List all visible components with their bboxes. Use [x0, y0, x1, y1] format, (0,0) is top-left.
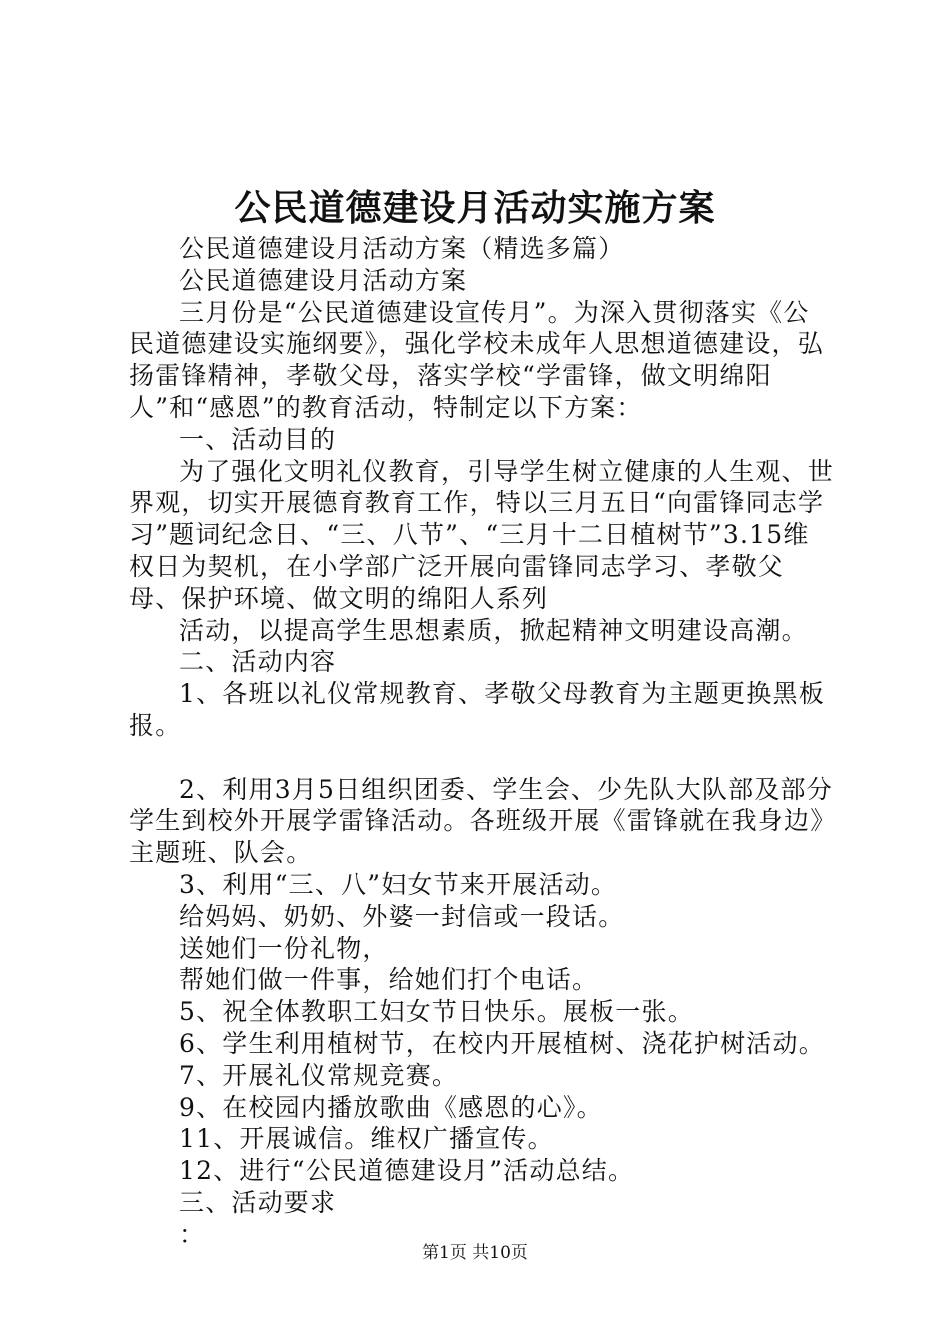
body-paragraph: 送她们一份礼物，	[179, 933, 389, 963]
body-paragraph: 11、开展诚信。维权广播宣传。	[179, 1124, 554, 1154]
body-paragraph: 公民道德建设月活动方案（精选多篇）	[179, 234, 625, 263]
body-paragraph: 一、活动目的	[179, 424, 337, 454]
body-paragraph	[129, 742, 834, 774]
body-paragraph: 5、祝全体教职工妇女节日快乐。展板一张。	[179, 997, 694, 1027]
document-title: 公民道德建设月活动实施方案	[234, 187, 716, 229]
body-paragraph: 9、在校园内播放歌曲《感恩的心》。	[179, 1092, 603, 1122]
body-paragraph: 三、活动要求	[179, 1187, 337, 1217]
body-paragraph: ：	[179, 1219, 206, 1249]
body-paragraph: 帮她们做一件事，给她们打个电话。	[179, 965, 599, 995]
body-paragraph: 3、利用“三、八”妇女节来开展活动。	[179, 869, 618, 899]
body-paragraph: 1、各班以礼仪常规教育、孝敬父母教育为主题更换黑板报。	[129, 679, 825, 740]
document-body	[129, 233, 834, 1251]
body-paragraph: 三月份是“公民道德建设宣传月”。为深入贯彻落实《公民道德建设实施纲要》，强化学校未成年人思想道德建设，弘扬雷锋精神，孝敬父母，落实学校“学雷锋，做文明绵阳人”和“感恩”的教育活动，特制定以下方案：	[129, 297, 824, 422]
page-footer: 第1页 共10页	[422, 1243, 528, 1263]
body-paragraph: 12、进行“公民道德建设月”活动总结。	[179, 1156, 635, 1186]
body-paragraph: 给妈妈、奶奶、外婆一封信或一段话。	[179, 901, 625, 931]
body-paragraph: 为了强化文明礼仪教育，引导学生树立健康的人生观、世界观，切实开展德育教育工作，特以三月五日“向雷锋同志学习”题词纪念日、“三、八节”、“三月十二日植树节”3.15维权日为契机，在小学部广泛开展向雷锋同志学习、孝敬父母、保护环境、做文明的绵阳人系列	[129, 456, 835, 613]
body-paragraph: 7、开展礼仪常规竞赛。	[179, 1060, 459, 1090]
body-paragraph: 2、利用3月5日组织团委、学生会、少先队大队部及部分学生到校外开展学雷锋活动。各班级开展《雷锋就在我身边》主题班、队会。	[129, 774, 833, 868]
body-paragraph: 6、学生利用植树节，在校内开展植树、浇花护树活动。	[179, 1028, 825, 1058]
body-paragraph: 活动，以提高学生思想素质，掀起精神文明建设高潮。	[179, 615, 808, 645]
body-paragraph: 公民道德建设月活动方案	[179, 265, 468, 295]
body-paragraph: 二、活动内容	[179, 647, 337, 677]
